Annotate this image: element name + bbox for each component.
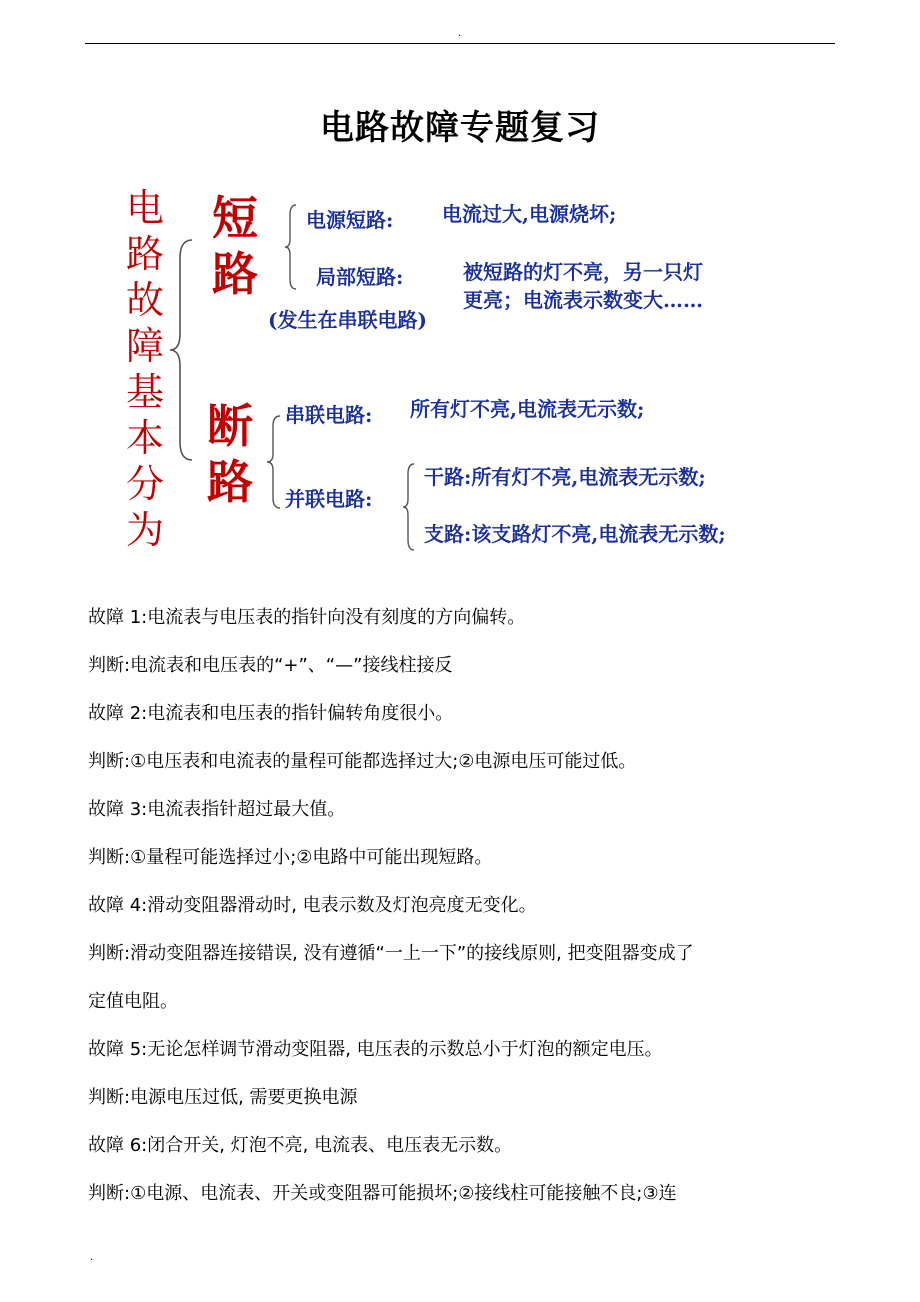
short-brace (284, 203, 298, 291)
root-char: 电 (125, 186, 164, 230)
judgement-6: 判断:①电源、电流表、开关或变阻器可能损坏;②接线柱可能接触不良;③连 (88, 1183, 677, 1204)
judgement-4-continued: 定值电阻。 (88, 991, 178, 1012)
fault-6: 故障 6:闭合开关, 灯泡不亮, 电流表、电压表无示数。 (88, 1135, 513, 1156)
branch-line-desc: 支路:该支路灯不亮,电流表无示数; (424, 522, 726, 546)
series-circuit-desc: 所有灯不亮,电流表无示数; (410, 397, 645, 421)
source-short-desc: 电流过大,电源烧坏; (442, 202, 617, 226)
short-char: 路 (212, 247, 258, 301)
parallel-brace (402, 462, 416, 552)
short-circuit-note: (发生在串联电路) (268, 308, 427, 332)
header-mark: . (458, 28, 462, 39)
judgement-5: 判断:电源电压过低, 需要更换电源 (88, 1087, 358, 1108)
fault-diagram (0, 0, 920, 560)
open-circuit-label (200, 398, 260, 510)
parallel-circuit-name: 并联电路: (285, 487, 373, 511)
main-line-desc: 干路:所有灯不亮,电流表无示数; (424, 465, 706, 489)
judgement-2: 判断:①电压表和电流表的量程可能都选择过大;②电源电压可能过低。 (88, 751, 637, 772)
fault-5: 故障 5:无论怎样调节滑动变阻器, 电压表的示数总小于灯泡的额定电压。 (88, 1039, 663, 1060)
root-char: 故 (125, 278, 164, 322)
local-short-desc-line1: 被短路的灯不亮，另一只灯 (463, 260, 703, 284)
footer-mark: . (90, 1252, 94, 1263)
root-char: 为 (125, 508, 164, 552)
fault-3: 故障 3:电流表指针超过最大值。 (88, 799, 346, 820)
open-brace (266, 414, 282, 510)
root-char: 本 (125, 416, 164, 460)
root-char: 基 (125, 370, 164, 414)
root-char: 分 (125, 462, 164, 506)
fault-1: 故障 1:电流表与电压表的指针向没有刻度的方向偏转。 (88, 607, 526, 628)
root-char: 路 (125, 232, 164, 276)
local-short-name: 局部短路: (316, 265, 404, 289)
series-circuit-name: 串联电路: (285, 403, 373, 427)
judgement-4: 判断:滑动变阻器连接错误, 没有遵循“一上一下”的接线原则, 把变阻器变成了 (88, 943, 694, 964)
judgement-3: 判断:①量程可能选择过小;②电路中可能出现短路。 (88, 847, 493, 868)
local-short-desc-line2: 更亮；电流表示数变大…… (463, 288, 703, 312)
open-char: 断 (207, 399, 253, 453)
fault-2: 故障 2:电流表和电压表的指针偏转角度很小。 (88, 703, 454, 724)
judgement-1: 判断:电流表和电压表的“+”、“—”接线柱接反 (88, 655, 453, 676)
source-short-name: 电源短路: (306, 208, 394, 232)
diagram-root-label (122, 185, 168, 553)
root-brace (168, 238, 194, 462)
short-char: 短 (212, 191, 258, 245)
page-title: 电路故障专题复习 (320, 108, 600, 148)
fault-4: 故障 4:滑动变阻器滑动时, 电表示数及灯泡亮度无变化。 (88, 895, 537, 916)
short-circuit-label (205, 190, 265, 302)
open-char: 路 (207, 455, 253, 509)
root-char: 障 (125, 324, 164, 368)
